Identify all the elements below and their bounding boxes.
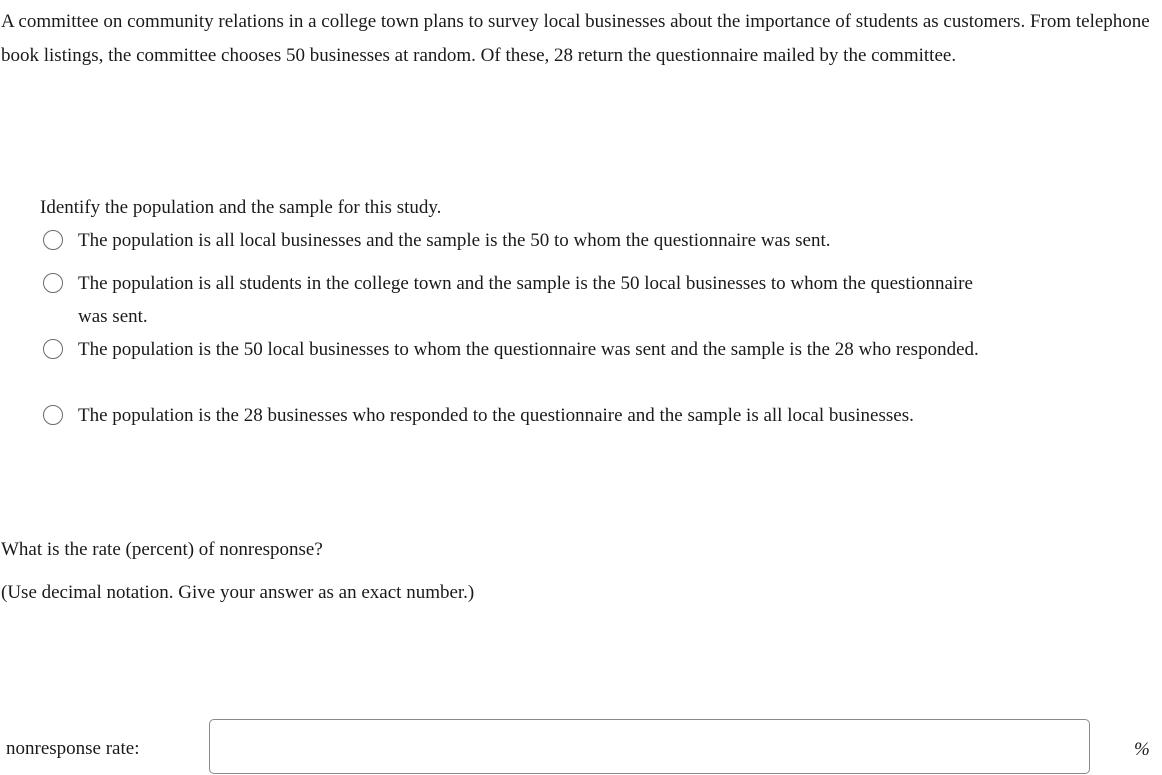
percent-unit: % <box>1134 739 1150 760</box>
option-1-label: The population is all students in the college town and the sample is the 50 local businesses to whom the questionnaire was sent. <box>78 273 973 327</box>
option-3-label: The population is the 28 businesses who responded to the questionnaire and the sample is all local businesses. <box>78 405 914 426</box>
radio-button-0[interactable] <box>43 230 63 250</box>
population-sample-question: Identify the population and the sample for this study. <box>40 197 442 218</box>
nonresponse-hint: (Use decimal notation. Give your answer as an exact number.) <box>1 582 475 603</box>
nonresponse-rate-label: nonresponse rate: <box>6 738 140 759</box>
option-3[interactable] <box>43 401 1123 432</box>
problem-intro: A committee on community relations in a college town plans to survey local businesses about the importance of students as customers. From telephone book listings, the committee chooses 50 businesses at random. Of these, 28 return the questionnaire mailed by the committee. <box>1 11 1150 66</box>
option-0-label: The population is all local businesses and the sample is the 50 to whom the questionnaire was sent. <box>78 230 831 251</box>
option-2-label: The population is the 50 local businesses to whom the questionnaire was sent and the sample is the 28 who responded. <box>78 339 979 360</box>
radio-button-3[interactable] <box>43 405 63 425</box>
radio-button-1[interactable] <box>43 273 63 293</box>
nonresponse-rate-input[interactable] <box>209 719 1090 774</box>
option-2[interactable] <box>43 335 1003 366</box>
option-0[interactable] <box>43 226 1123 257</box>
nonresponse-question: What is the rate (percent) of nonresponse? <box>1 539 323 560</box>
option-1[interactable] <box>43 269 1003 333</box>
radio-button-2[interactable] <box>43 339 63 359</box>
